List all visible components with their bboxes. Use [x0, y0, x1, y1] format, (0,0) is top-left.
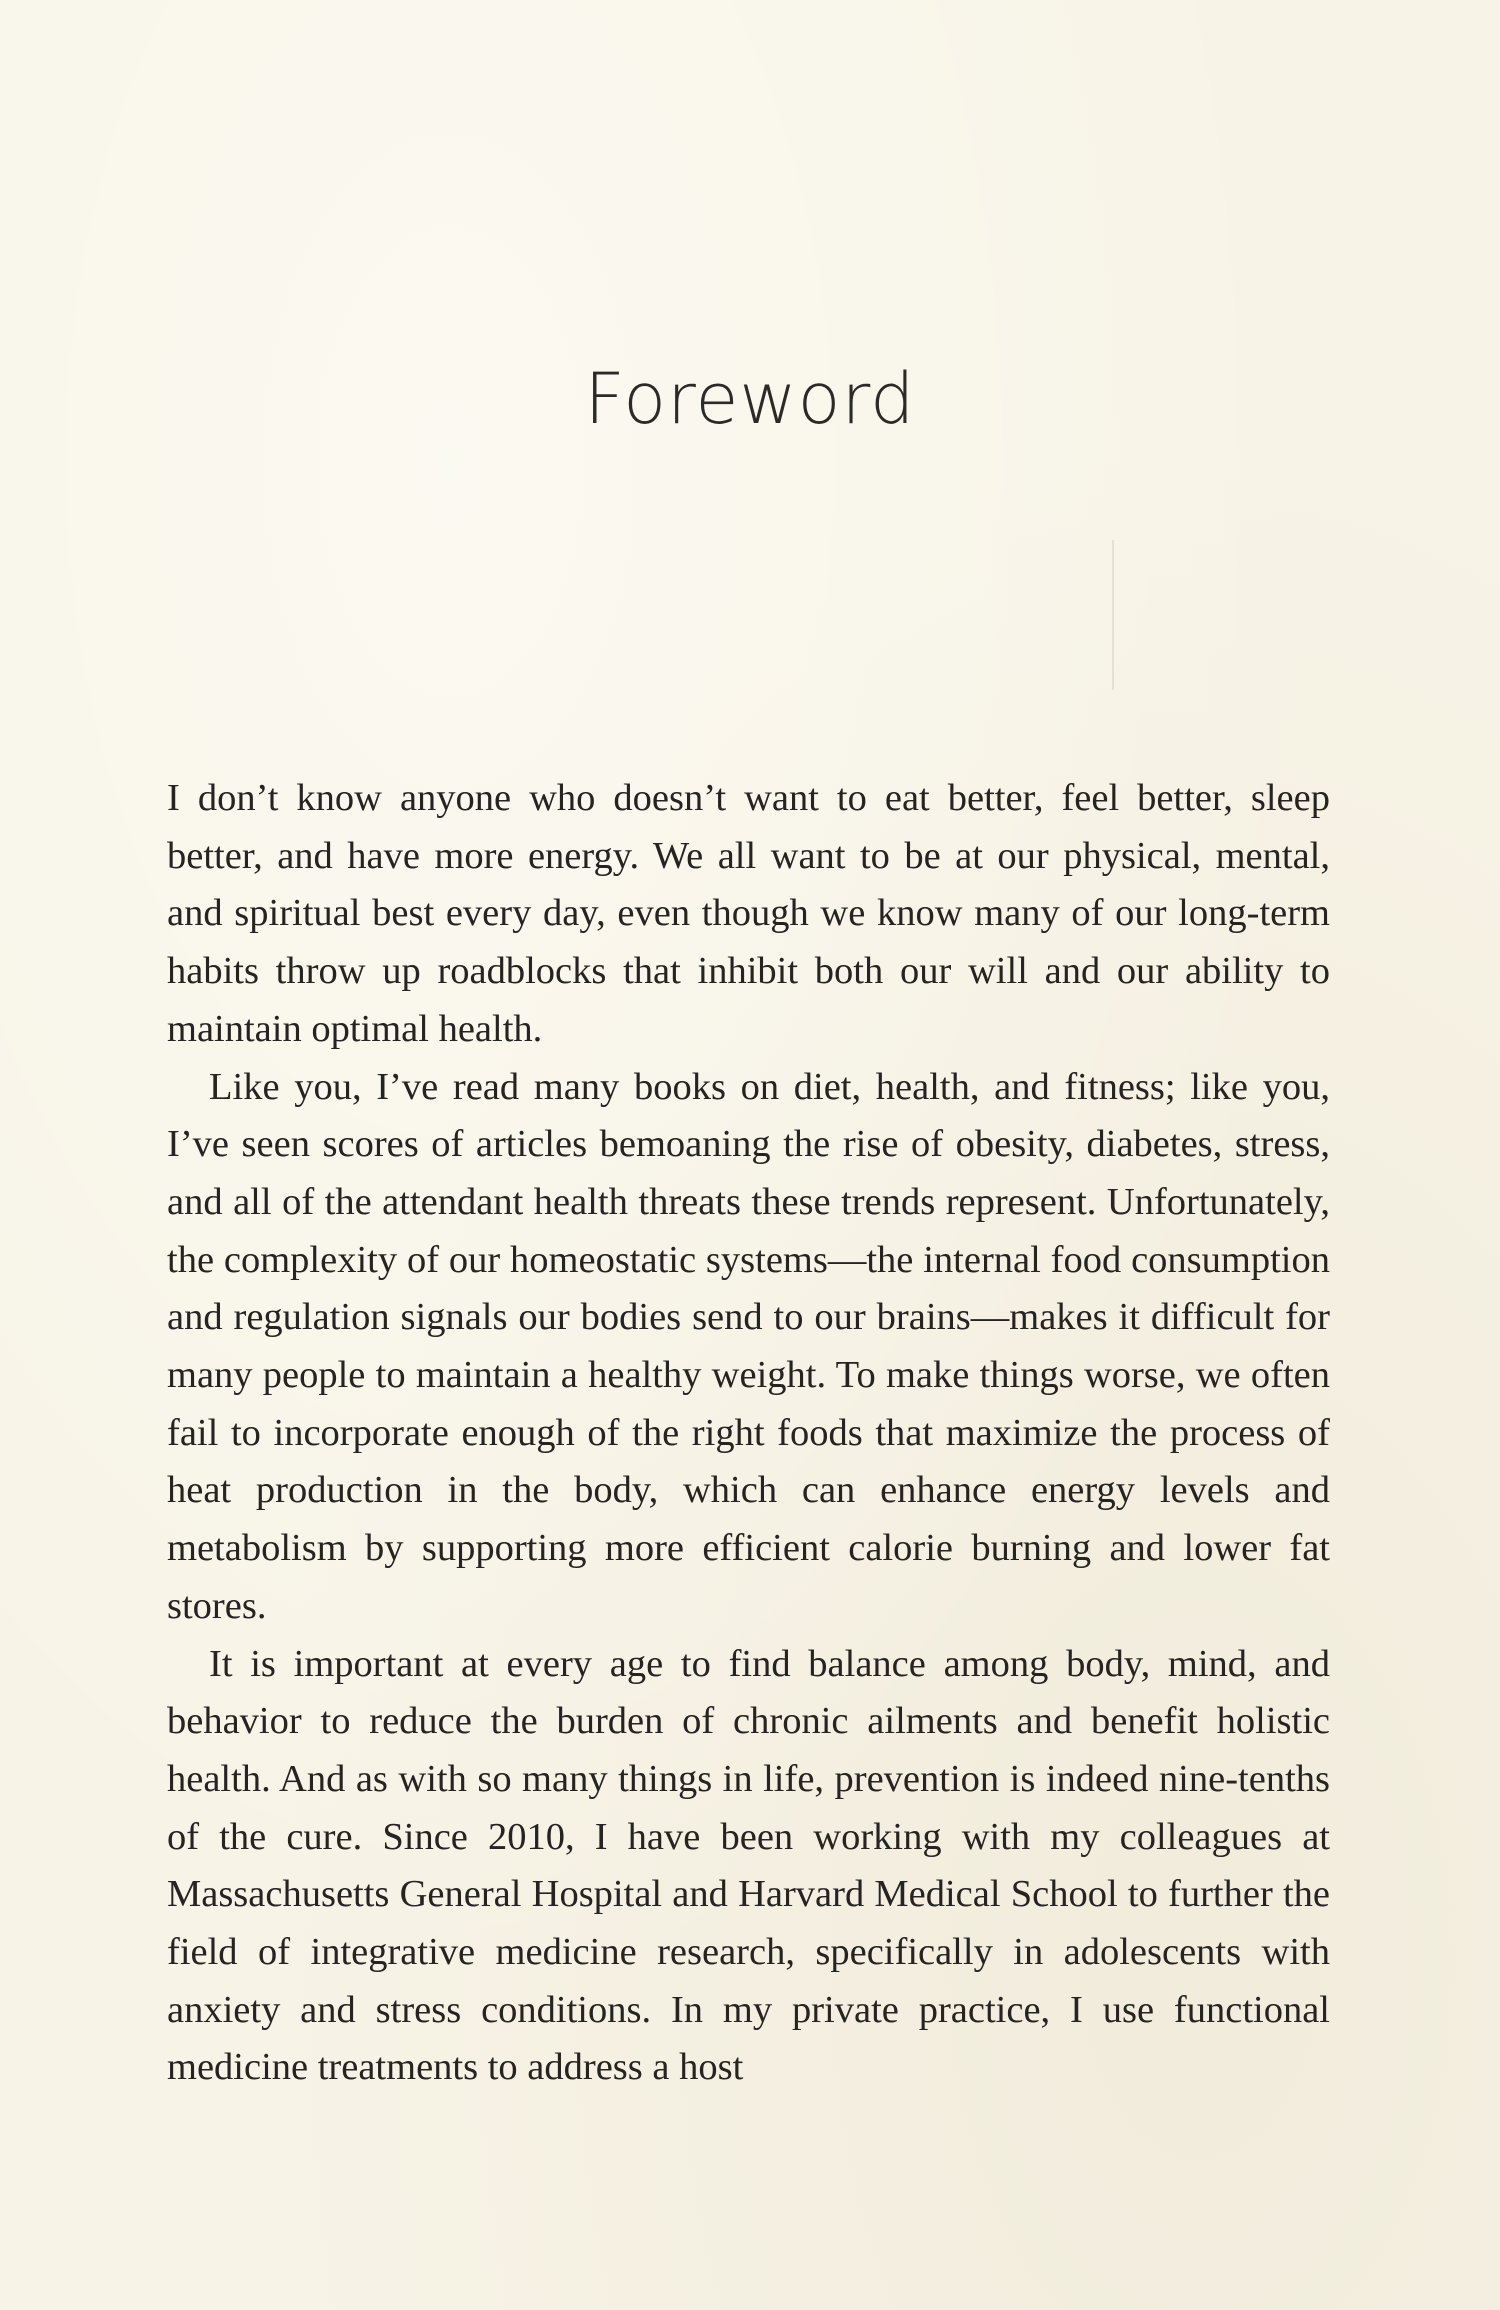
- body-text: [167, 770, 1330, 2097]
- paragraph-2: Like you, I’ve read many books on diet, health, and fitness; like you, I’ve seen scores of articles bemoaning the rise of obesity, diabetes, stress, and all of the attendant health threats these trends represent. Unfortunately, the complexity of our homeostatic systems—the internal food consumption and regulation signals our bodies send to our brains—makes it difficult for many people to maintain a healthy weight. To make things worse, we often fail to incorporate enough of the right foods that maximize the process of heat production in the body, which can enhance energy levels and metabolism by supporting more efficient calorie burning and lower fat stores.: [167, 1065, 1330, 1627]
- paragraph-3: It is important at every age to find balance among body, mind, and behavior to reduce the burden of chronic ailments and benefit holistic health. And as with so many things in life, prevention is indeed nine-tenths of the cure. Since 2010, I have been working with my colleagues at Massachusetts General Hospital and Harvard Medical School to further the field of integrative medicine research, specifically in adolescents with anxiety and stress conditions. In my private practice, I use functional medicine treatments to address a host: [167, 1642, 1330, 2089]
- page-crease: [1112, 540, 1114, 690]
- paragraph-1: I don’t know anyone who doesn’t want to eat better, feel better, sleep better, and have more energy. We all want to be at our physical, mental, and spiritual best every day, even though we know many of our long-term habits throw up roadblocks that inhibit both our will and our ability to maintain optimal health.: [167, 777, 1330, 1050]
- page-title: Foreword: [584, 358, 916, 440]
